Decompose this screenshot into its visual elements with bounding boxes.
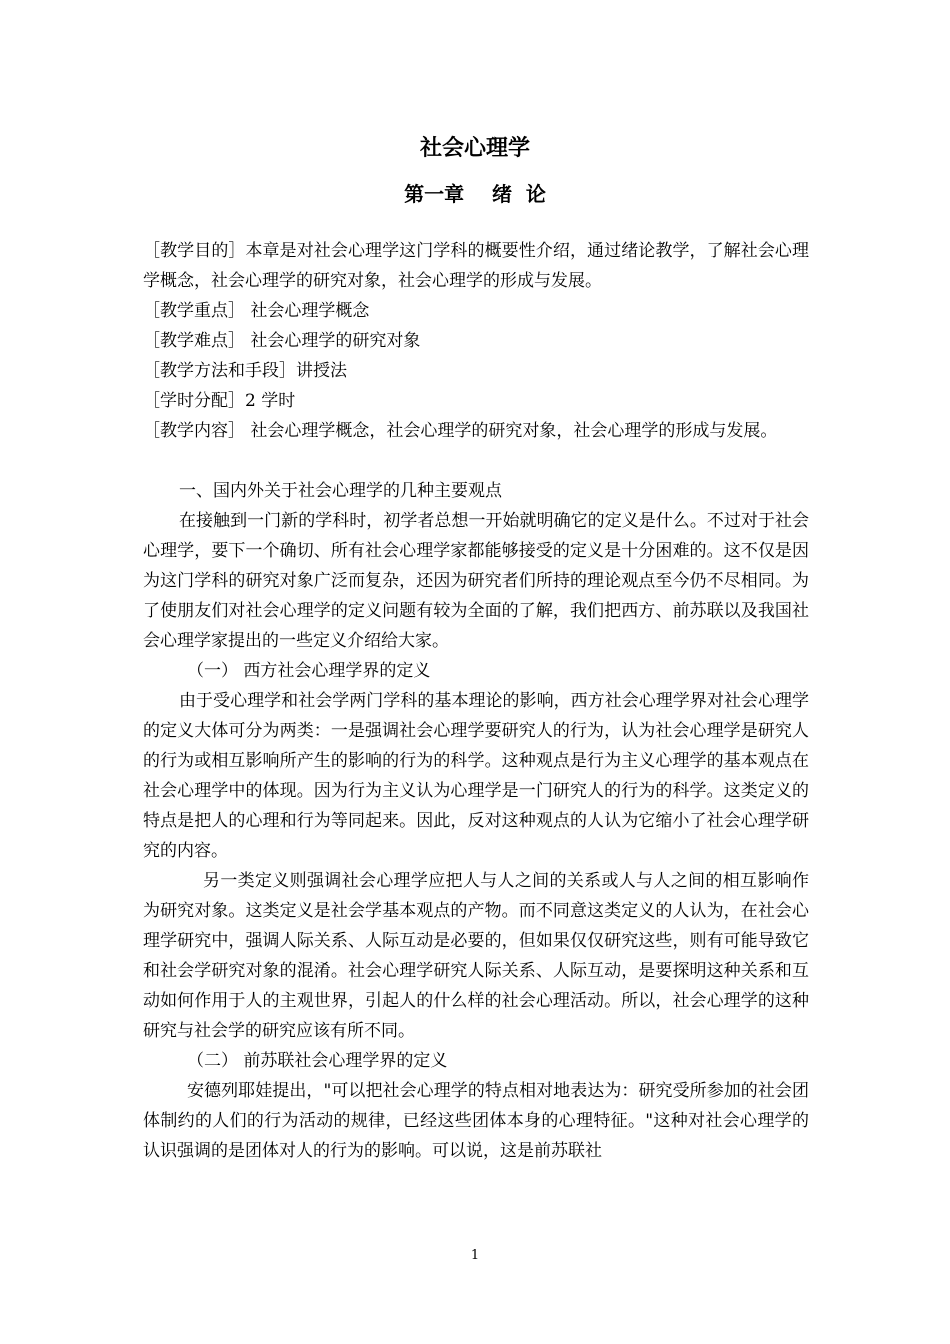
subsection-heading-western: （一） 西方社会心理学界的定义 <box>187 661 431 681</box>
subsection-heading-soviet: （二） 前苏联社会心理学界的定义 <box>187 1051 448 1071</box>
section-heading: 一、国内外关于社会心理学的几种主要观点 <box>179 481 502 501</box>
document-body <box>143 236 809 1166</box>
header-item-contents: ［教学内容］ 社会心理学概念，社会心理学的研究对象，社会心理学的形成与发展。 <box>143 421 778 441</box>
chapter-heading: 第一章 绪 论 <box>404 182 546 206</box>
document-title: 社会心理学 <box>419 135 530 161</box>
paragraph: 另一类定义则强调社会心理学应把人与人之间的关系或人与人之间的相互影响作为研究对象。这类定义是社会学基本观点的产物。而不同意这类定义的人认为，在社会心理学研究中，强调人际关系、人际互动是必要的，但如果仅仅研究这些，则有可能导致它和社会学研究对象的混淆。社会心理学研究人际关系、人际互动，是要探明这种关系和互动如何作用于人的主观世界，引起人的什么样的社会心理活动。所以，社会心理学的这种研究与社会学的研究应该有所不同。 <box>143 871 809 1041</box>
header-item-difficulties: ［教学难点］ 社会心理学的研究对象 <box>143 331 421 351</box>
header-item-key-points: ［教学重点］ 社会心理学概念 <box>143 301 370 321</box>
spacer <box>143 446 809 476</box>
paragraph: 在接触到一门新的学科时，初学者总想一开始就明确它的定义是什么。不过对于社会心理学，要下一个确切、所有社会心理学家都能够接受的定义是十分困难的。这不仅是因为这门学科的研究对象广泛而复杂，还因为研究者们所持的理论观点至今仍不尽相同。为了使朋友们对社会心理学的定义问题有较为全面的了解，我们把西方、前苏联以及我国社会心理学家提出的一些定义介绍给大家。 <box>143 511 809 651</box>
header-item-methods: ［教学方法和手段］讲授法 <box>143 361 347 381</box>
page-number: 1 <box>470 1248 480 1263</box>
paragraph: 由于受心理学和社会学两门学科的基本理论的影响，西方社会心理学界对社会心理学的定义大体可分为两类：一是强调社会心理学要研究人的行为，认为社会心理学是研究人的行为或相互影响所产生的影响的行为的科学。这种观点是行为主义心理学的基本观点在社会心理学中的体现。因为行为主义认为心理学是一门研究人的行为的科学。这类定义的特点是把人的心理和行为等同起来。因此，反对这种观点的人认为它缩小了社会心理学研究的内容。 <box>143 691 809 861</box>
header-item-hours: ［学时分配］2 学时 <box>143 391 296 411</box>
paragraph: 安德列耶娃提出，"可以把社会心理学的特点相对地表达为：研究受所参加的社会团体制约的人们的行为活动的规律，已经这些团体本身的心理特征。"这种对社会心理学的认识强调的是团体对人的行为的影响。可以说，这是前苏联社 <box>143 1081 809 1161</box>
header-item-purpose: ［教学目的］本章是对社会心理学这门学科的概要性介绍，通过绪论教学，了解社会心理学概念，社会心理学的研究对象，社会心理学的形成与发展。 <box>143 241 809 291</box>
